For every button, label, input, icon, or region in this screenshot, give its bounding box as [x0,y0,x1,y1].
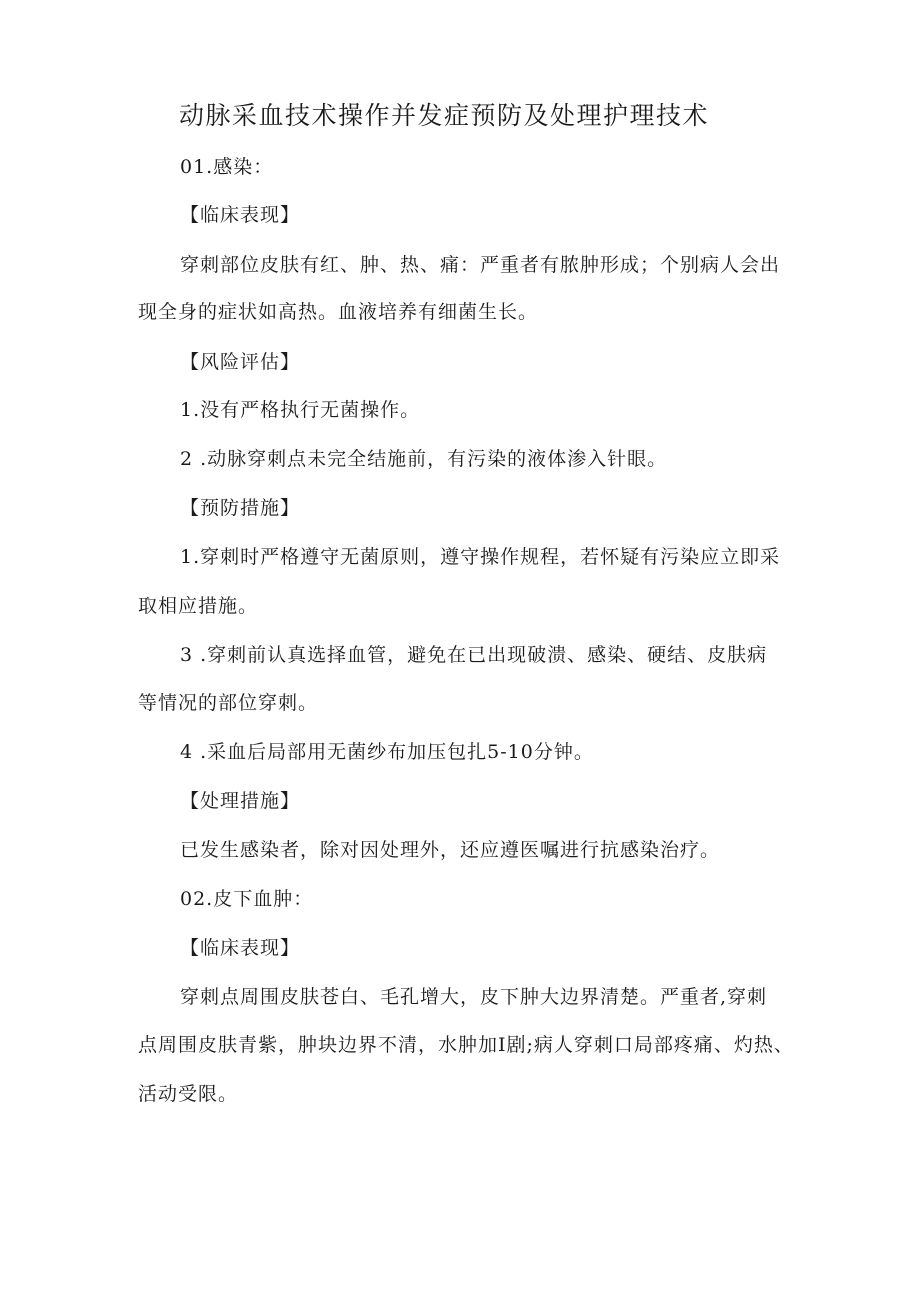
paragraph-line: 取相应措施。 [138,595,259,617]
paragraph-line: 已发生感染者，除对因处理外，还应遵医嘱进行抗感染治疗。 [180,839,721,861]
paragraph-line: 穿刺部位皮肤有红、肿、热、痛：严重者有脓肿形成；个别病人会出 [180,254,781,276]
subheading-clinical: 【临床表现】 [180,204,301,226]
paragraph-line: 等情况的部位穿刺。 [138,692,319,714]
list-item: 4 .采血后局部用无菌纱布加压包扎5-10分钟。 [180,741,594,763]
document-title: 动脉采血技术操作并发症预防及处理护理技术 [179,101,710,130]
list-item: 1.没有严格执行无菌操作。 [180,399,421,421]
list-item: 2 .动脉穿刺点未完全结施前，有污染的液体渗入针眼。 [180,448,668,470]
subheading-prevention: 【预防措施】 [180,497,301,519]
list-item: 1.穿刺时严格遵守无菌原则，遵守操作规程，若怀疑有污染应立即采 [180,546,781,568]
paragraph-line: 现全身的症状如高热。血液培养有细菌生长。 [138,301,539,323]
subheading-risk: 【风险评估】 [180,351,301,373]
section-heading-hematoma: 02.皮下血肿： [180,888,314,910]
paragraph-line: 穿刺点周围皮肤苍白、毛孔增大，皮下肿大边界清楚。严重者,穿刺 [180,986,768,1008]
section-heading-infection: 01.感染： [180,156,274,178]
subheading-clinical: 【临床表现】 [180,937,301,959]
paragraph-line: 活动受限。 [138,1083,239,1105]
list-item: 3 .穿刺前认真选择血管，避免在已出现破溃、感染、硬结、皮肤病 [180,644,768,666]
subheading-treatment: 【处理措施】 [180,790,301,812]
paragraph-line: 点周围皮肤青紫，肿块边界不清，水肿加I剧;病人穿刺口局部疼痛、灼热、 [138,1034,794,1056]
